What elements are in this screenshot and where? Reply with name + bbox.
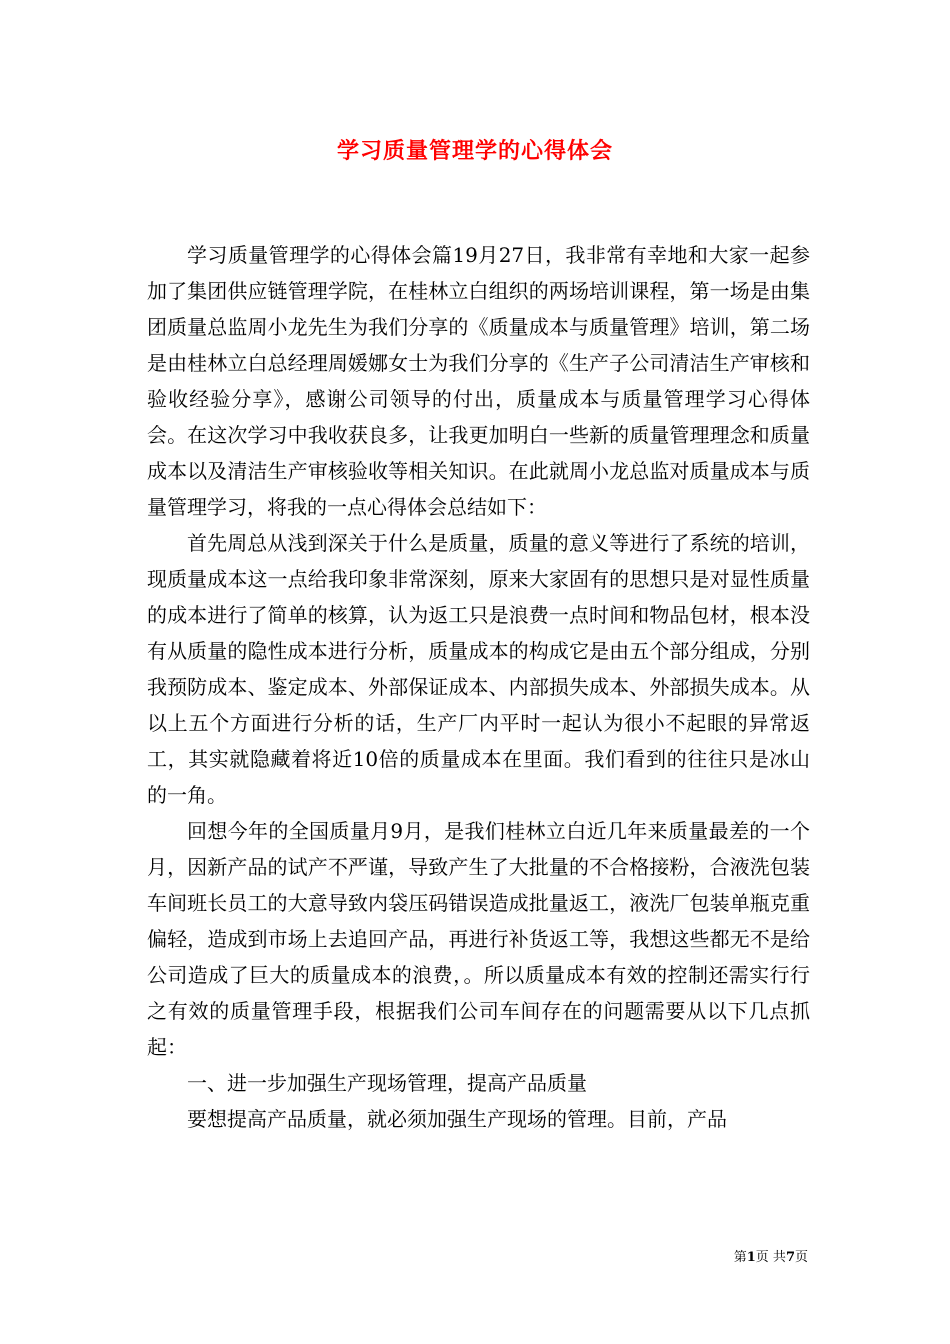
paragraph-1: 学习质量管理学的心得体会篇19月27日，我非常有幸地和大家一起参加了集团供应链管理学院，在桂林立白组织的两场培训课程，第一场是由集团质量总监周小龙先生为我们分享的《质量成本与质量管理》培训，第二场是由桂林立白总经理周媛娜女士为我们分享的《生产子公司清洁生产审核和验收经验分享》，感谢公司领导的付出，质量成本与质量管理学习心得体会。在这次学习中我收获良多，让我更加明白一些新的质量管理理念和质量成本以及清洁生产审核验收等相关知识。在此就周小龙总监对质量成本与质量管理学习，将我的一点心得体会总结如下： [147,243,810,519]
paragraph-2: 首先周总从浅到深关于什么是质量，质量的意义等进行了系统的培训，现质量成本这一点给我印象非常深刻，原来大家固有的思想只是对显性质量的成本进行了简单的核算，认为返工只是浪费一点时间和物品包材，根本没有从质量的隐性成本进行分析，质量成本的构成它是由五个部分组成，分别我预防成本、鉴定成本、外部保证成本、内部损失成本、外部损失成本。从以上五个方面进行分析的话，生产厂内平时一起认为很小不起眼的异常返工，其实就隐藏着将近10倍的质量成本在里面。我们看到的往往只是冰山的一角。 [147,531,810,807]
document-body [147,237,810,1137]
paragraph-4: 要想提高产品质量，就必须加强生产现场的管理。目前，产品 [187,1107,727,1131]
footer-suffix: 页 [794,1250,808,1265]
page-footer [734,1249,808,1267]
footer-prefix: 第 [733,1250,747,1265]
footer-total-pages: 7 [785,1250,795,1265]
footer-middle: 页 共 [755,1250,786,1265]
section-heading-1: 一、进一步加强生产现场管理，提高产品质量 [187,1071,587,1095]
paragraph-3: 回想今年的全国质量月9月，是我们桂林立白近几年来质量最差的一个月，因新产品的试产不严谨，导致产生了大批量的不合格接粉，合液洗包装车间班长员工的大意导致内袋压码错误造成批量返工，液洗厂包装单瓶克重偏轻，造成到市场上去追回产品，再进行补货返工等，我想这些都无不是给公司造成了巨大的质量成本的浪费，。所以质量成本有效的控制还需实行行之有效的质量管理手段，根据我们公司车间存在的问题需要从以下几点抓起： [147,819,810,1059]
footer-current-page: 1 [746,1250,756,1265]
document-title: 学习质量管理学的心得体会 [336,138,613,164]
